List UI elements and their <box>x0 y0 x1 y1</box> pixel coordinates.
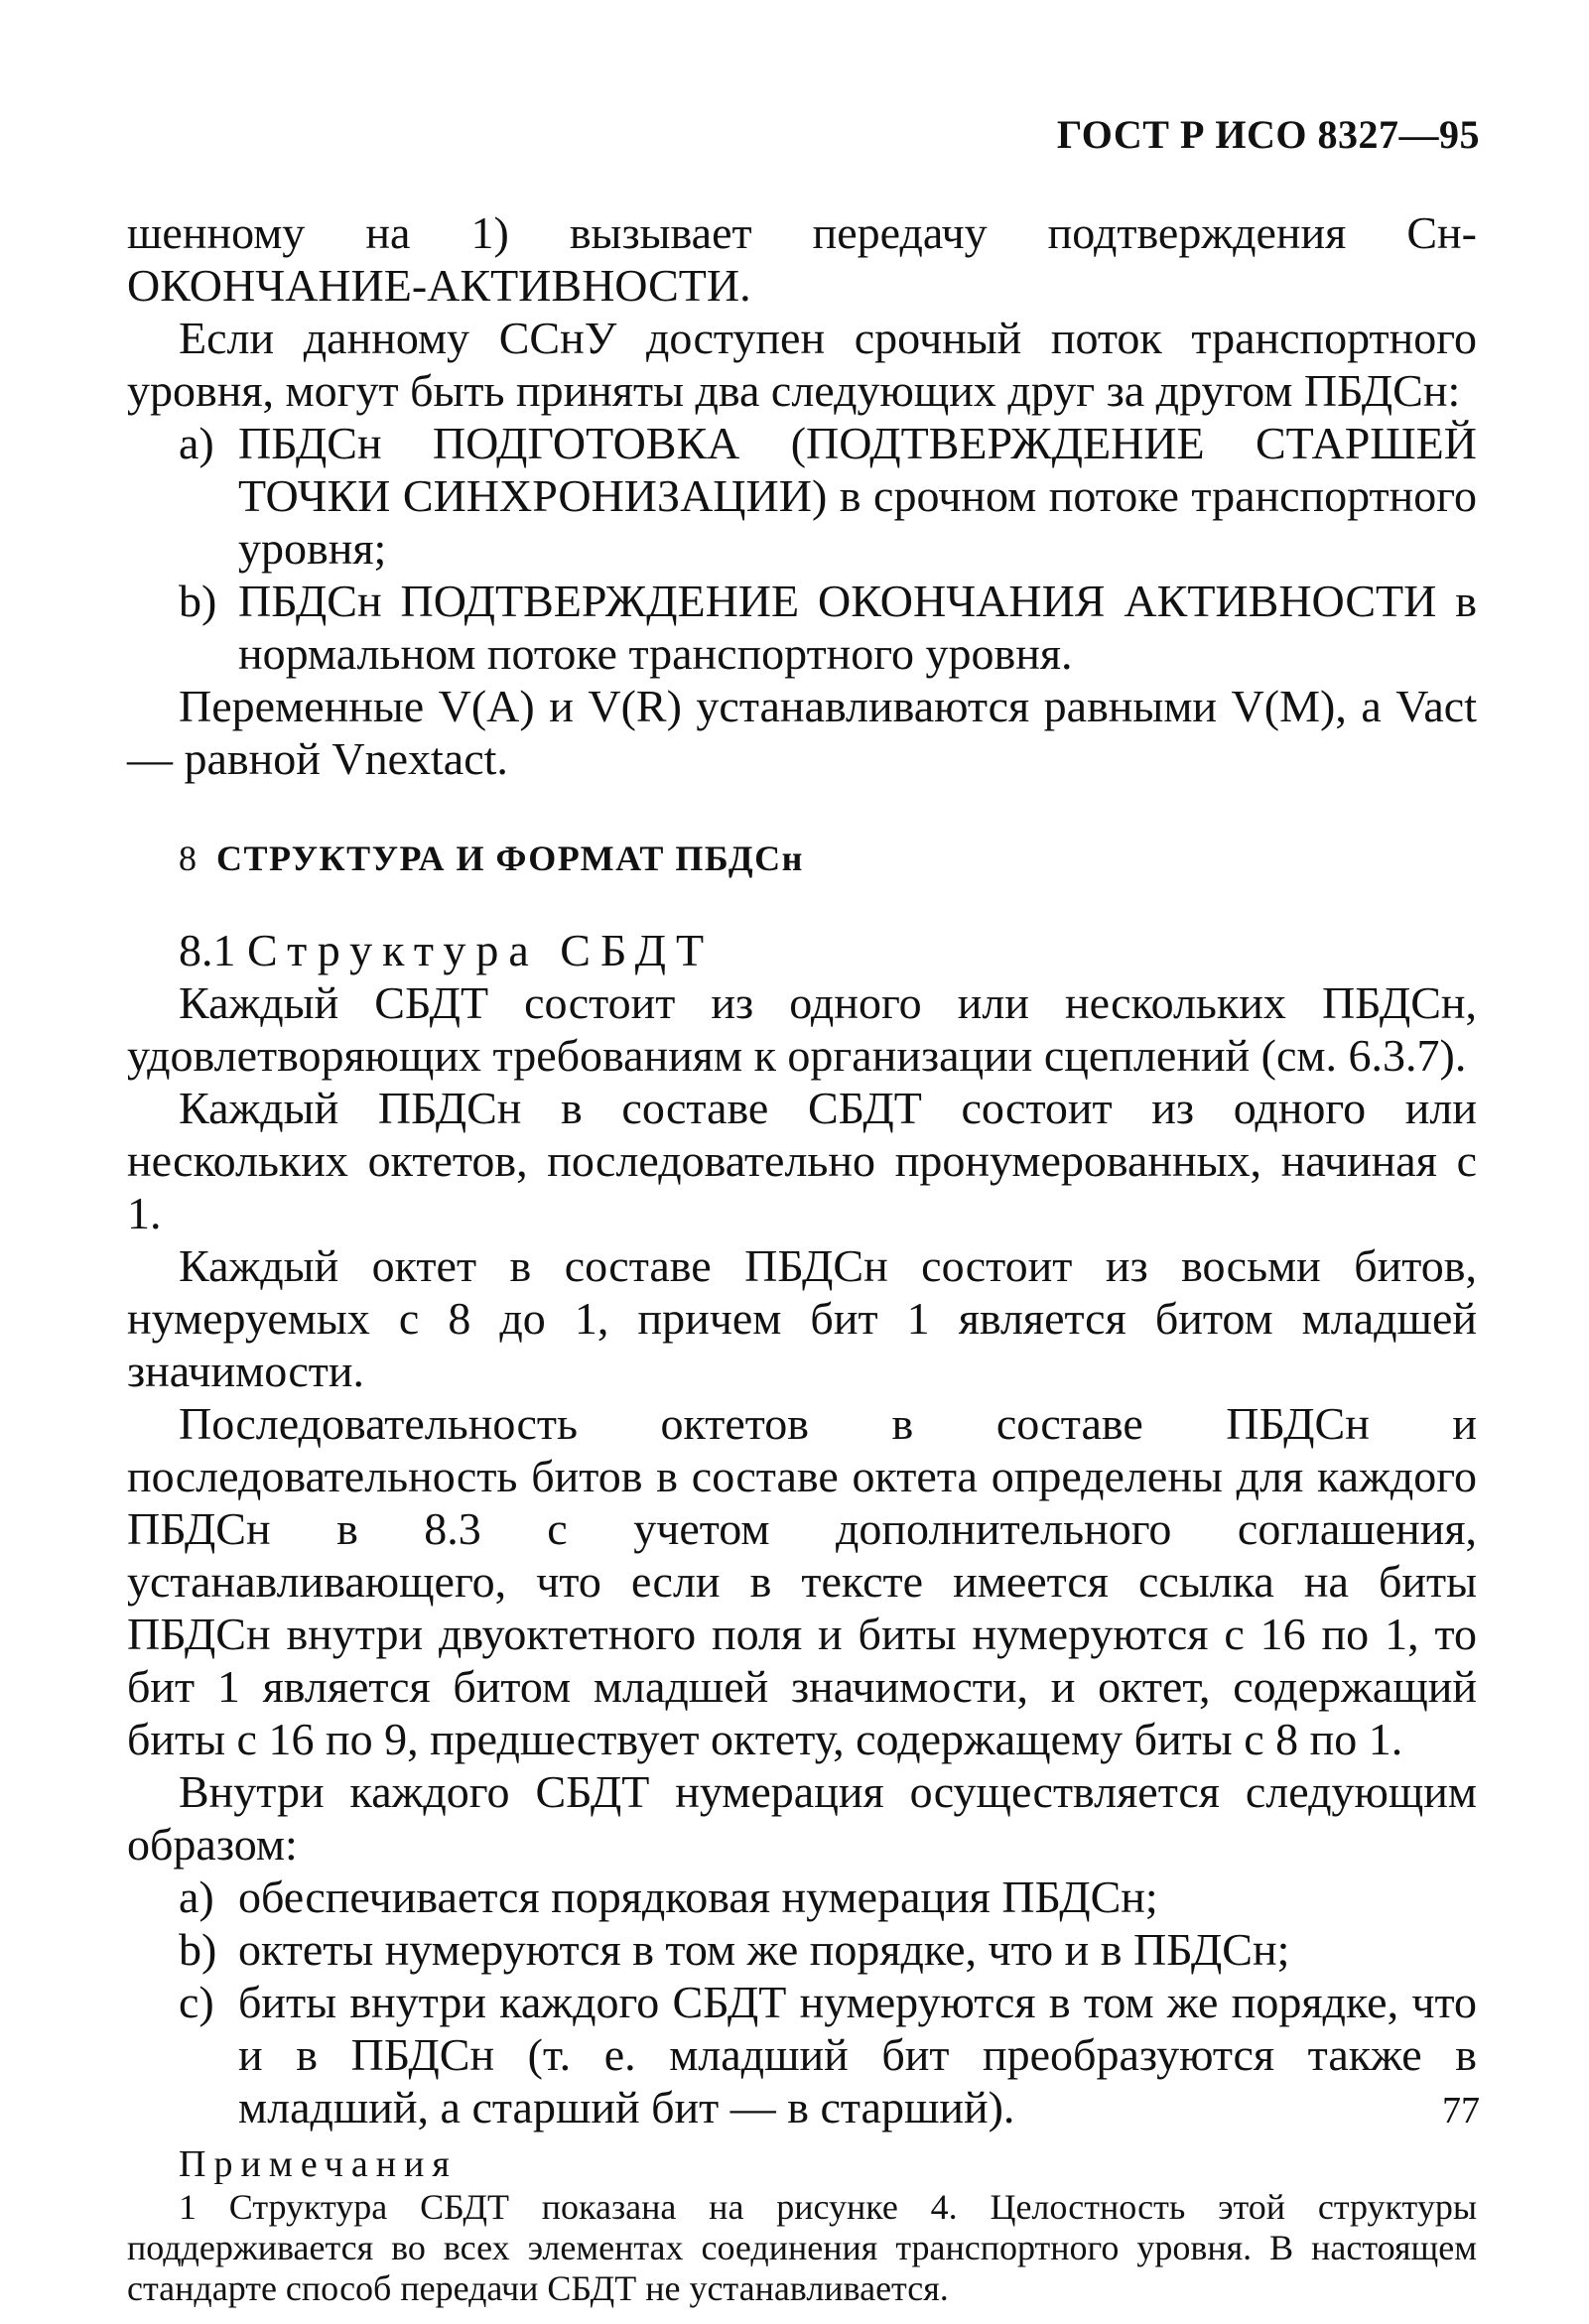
paragraph: Каждый СБДТ состоит из одного или нескольких ПБДСн, удовлетворяющих требованиям к организации сцеплений (см. 6.3.7). <box>127 977 1477 1081</box>
list-item-text: биты внутри каждого СБДТ нумеруются в том же порядке, что и в ПБДСн (т. е. младший бит преобразуются также в младший, а старший бит — в старший). <box>238 1977 1477 2132</box>
page-number: 77 <box>1442 2090 1480 2131</box>
list-item-b <box>127 1923 1477 1976</box>
list-item-text: ПБДСн ПОДТВЕРЖДЕНИЕ ОКОНЧАНИЯ АКТИВНОСТИ в нормальном потоке транспортного уровня. <box>238 576 1477 679</box>
list-marker: с) <box>179 1977 214 2027</box>
subsection-heading <box>127 924 1477 976</box>
notes-heading: Примечания <box>179 2143 458 2185</box>
section-title: СТРУКТУРА И ФОРМАТ ПБДСн <box>216 839 804 878</box>
list-marker: b) <box>179 1924 217 1975</box>
paragraph: Внутри каждого СБДТ нумерация осуществляется следующим образом: <box>127 1766 1477 1870</box>
notes-block <box>127 2141 1477 2309</box>
list-item-text: октеты нумеруются в том же порядке, что и в ПБДСн; <box>238 1924 1290 1975</box>
list-item-b <box>127 575 1477 680</box>
list-marker: b) <box>179 576 217 626</box>
subsection-number: 8.1 <box>179 925 236 975</box>
subsection-title: Структура СБДТ <box>247 925 715 975</box>
note-1: 1 Структура СБДТ показана на рисунке 4. Целостность этой структуры поддерживается во всех элементах соединения транспортного уровня. В настоящем стандарте способ передачи СБДТ не устанавливается. <box>127 2187 1477 2308</box>
document-body <box>127 206 1477 2309</box>
list-marker: а) <box>179 1872 214 1922</box>
list-item-text: обеспечивается порядковая нумерация ПБДСн; <box>238 1872 1158 1922</box>
paragraph: Каждый ПБДСн в составе СБДТ состоит из одного или нескольких октетов, последовательно пронумерованных, начиная с 1. <box>127 1083 1477 1238</box>
list-marker: а) <box>179 418 214 468</box>
list-item-a <box>127 417 1477 575</box>
section-number: 8 <box>179 839 197 878</box>
page-header: ГОСТ Р ИСО 8327—95 <box>1056 112 1480 157</box>
section-heading <box>127 837 1477 880</box>
paragraph-variables: Переменные V(A) и V(R) устанавливаются равными V(M), а Vact — равной Vnextact. <box>127 681 1477 784</box>
list-item-a <box>127 1871 1477 1923</box>
paragraph: Последовательность октетов в составе ПБДСн и последовательность битов в составе октета определены для каждого ПБДСн в 8.3 с учетом дополнительного соглашения, устанавливающего, что если в тексте имеется ссылка на биты ПБДСн внутри двуоктетного поля и биты нумеруются с 16 по 1, то бит 1 является битом младшей значимости, и октет, содержащий биты с 16 по 9, предшествует октету, содержащему биты с 8 по 1. <box>127 1398 1477 1764</box>
paragraph-expedited-flow: Если данному ССнУ доступен срочный поток транспортного уровня, могут быть приняты два следующих друг за другом ПБДСн: <box>127 313 1477 416</box>
list-item-text: ПБДСн ПОДГОТОВКА (ПОДТВЕРЖДЕНИЕ СТАРШЕЙ ТОЧКИ СИНХРОНИЗАЦИИ) в срочном потоке транспортного уровня; <box>238 418 1477 574</box>
paragraph: Каждый октет в составе ПБДСн состоит из восьми битов, нумеруемых с 8 до 1, причем бит 1 является битом младшей значимости. <box>127 1240 1477 1396</box>
list-item-c <box>127 1976 1477 2133</box>
paragraph-continuation: шенному на 1) вызывает передачу подтверждения Сн-ОКОНЧАНИЕ-АКТИВНОСТИ. <box>127 207 1477 311</box>
